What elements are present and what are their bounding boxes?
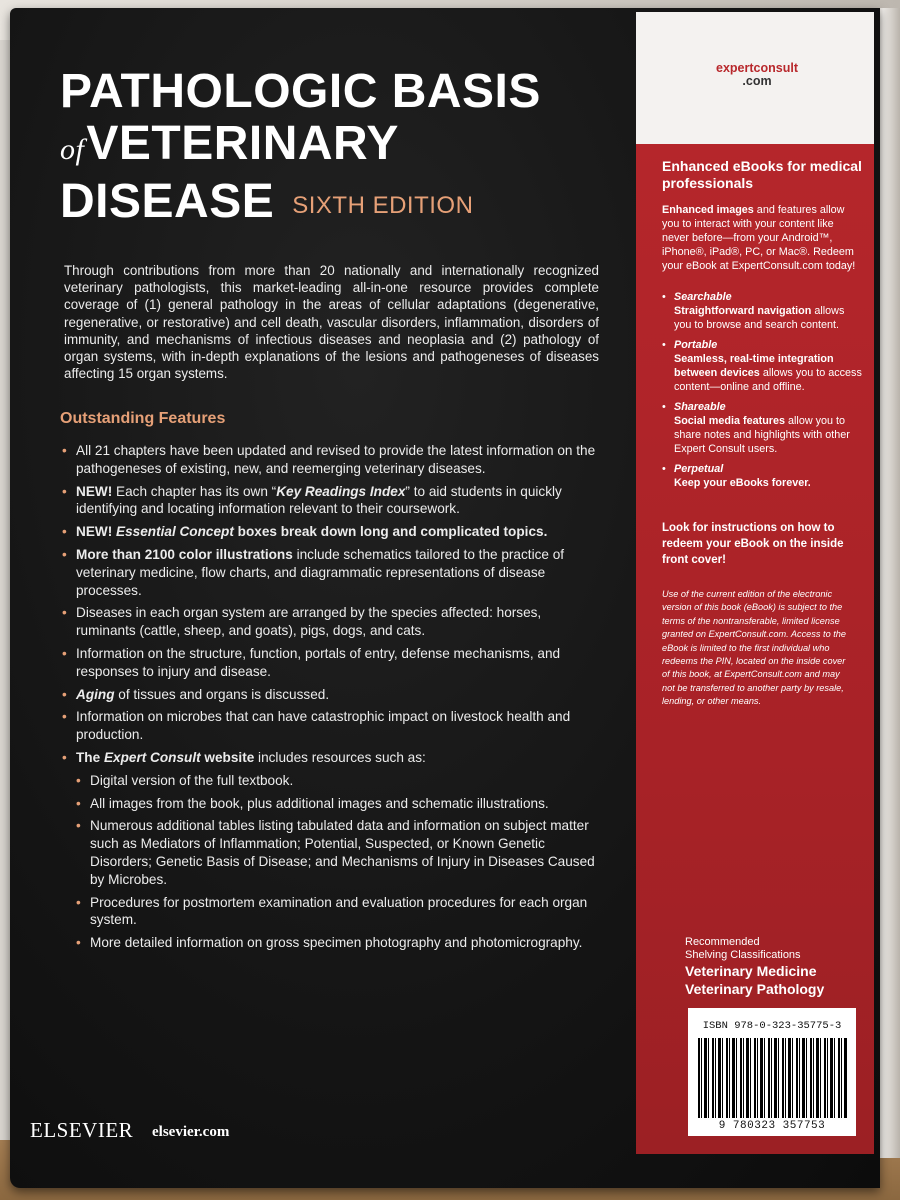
panel-feature-item: • Portable Seamless, real-time integration between devices allows you to access content—online and offline. [662, 338, 862, 394]
panel-feature-item: • Searchable Straightforward navigation allows you to browse and search content. [662, 290, 862, 332]
book-title [60, 66, 541, 232]
shelving-classifications: Recommended Shelving Classifications Veterinary Medicine Veterinary Pathology [685, 936, 825, 997]
feature-item: • More than 2100 color illustrations include schematics tailored to the practice of veterinary medicine, flow charts, and diagrammatic representations of disease processes. [62, 546, 597, 599]
title-line-3: DISEASE [60, 175, 275, 228]
sub-feature-item: • Procedures for postmortem examination and evaluation procedures for each organ system. [76, 894, 597, 930]
publisher-url: elsevier.com [152, 1124, 230, 1140]
publisher-logo: ELSEVIER [30, 1118, 134, 1142]
barcode-icon [698, 1038, 848, 1118]
title-line-1: PATHOLOGIC BASIS [60, 65, 541, 118]
feature-item: • Diseases in each organ system are arranged by the species affected: horses, ruminants (cattle, sheep, and goats), pigs, dogs, and cats. [62, 604, 597, 640]
features-list [62, 442, 597, 957]
feature-item: • Aging of tissues and organs is discussed. [62, 686, 597, 704]
panel-heading: Enhanced eBooks for medical professionals [662, 158, 862, 191]
panel-call-to-action: Look for instructions on how to redeem your eBook on the inside front cover! [662, 522, 844, 566]
feature-item: • Information on the structure, function, portals of entry, defense mechanisms, and responses to injury and disease. [62, 645, 597, 681]
sub-feature-item: • More detailed information on gross specimen photography and photomicrography. [76, 934, 597, 952]
title-of: of [60, 133, 85, 166]
edition-label: SIXTH EDITION [292, 192, 474, 219]
barcode-digits: 9 780323 357753 [718, 1120, 826, 1132]
sub-feature-item: • Numerous additional tables listing tabulated data and information on subject matter such as Mediators of Inflammation; Potential, Suspected, or Known Genetic Disorders; Genetic Basis of Disease; and Mechanisms of Injury in Diseases Caused by Microbes. [76, 817, 597, 888]
panel-feature-item: • Shareable Social media features allow you to share notes and highlights with other Expert Consult users. [662, 400, 862, 456]
feature-item: • NEW! Each chapter has its own “Key Readings Index” to aid students in quickly identifying and locating information relevant to their coursework. [62, 483, 597, 519]
feature-item: • NEW! Essential Concept boxes break down long and complicated topics. [62, 523, 597, 541]
sub-feature-item: • All images from the book, plus additional images and schematic illustrations. [76, 795, 597, 813]
panel-feature-item: • Perpetual Keep your eBooks forever. [662, 462, 862, 490]
isbn-number: ISBN 978-0-323-35775-3 [702, 1020, 842, 1032]
title-line-2: VETERINARY [86, 117, 399, 170]
feature-item: • All 21 chapters have been updated and revised to provide the latest information on the pathogeneses of existing, new, and reemerging veterinary diseases. [62, 442, 597, 478]
feature-item: • The Expert Consult website includes resources such as: [62, 749, 597, 767]
isbn-barcode [688, 1008, 856, 1136]
panel-feature-list [662, 290, 862, 496]
panel-paragraph: Enhanced images and features allow you to interact with your content like never before—from your Android™, iPhone®, iPad®, PC, or Mac®. Redeem your eBook at ExpertConsult.com today! [662, 204, 856, 272]
sub-feature-item: • Digital version of the full textbook. [76, 772, 597, 790]
feature-item: • Information on microbes that can have catastrophic impact on livestock health and production. [62, 708, 597, 744]
features-heading: Outstanding Features [60, 410, 226, 427]
intro-paragraph: Through contributions from more than 20 nationally and internationally recognized veterinary pathologists, this market-leading all-in-one resource provides complete coverage of (1) general pathology in the areas of cellular adaptations (degenerative, regenerative, or restorative) and cell death, vascular disorders, inflammation, disorders of immunity, and mechanisms of infectious diseases and neoplasia and (2) pathology of organ systems, with in-depth explanations of the lesions and pathogeneses of diseases affecting 15 organ systems. [64, 263, 599, 382]
panel-legal-text: Use of the current edition of the electronic version of this book (eBook) is subject to the terms of the nontransferable, limited license granted on ExpertConsult.com. Access to the eBook is limited to the first individual who redeems the PIN, located on the inside cover of this book, at ExpertConsult.com and may not be transferred to another party by resale, lending, or other means. [662, 589, 847, 707]
expertconsult-logo: expertconsult .com [716, 61, 798, 88]
